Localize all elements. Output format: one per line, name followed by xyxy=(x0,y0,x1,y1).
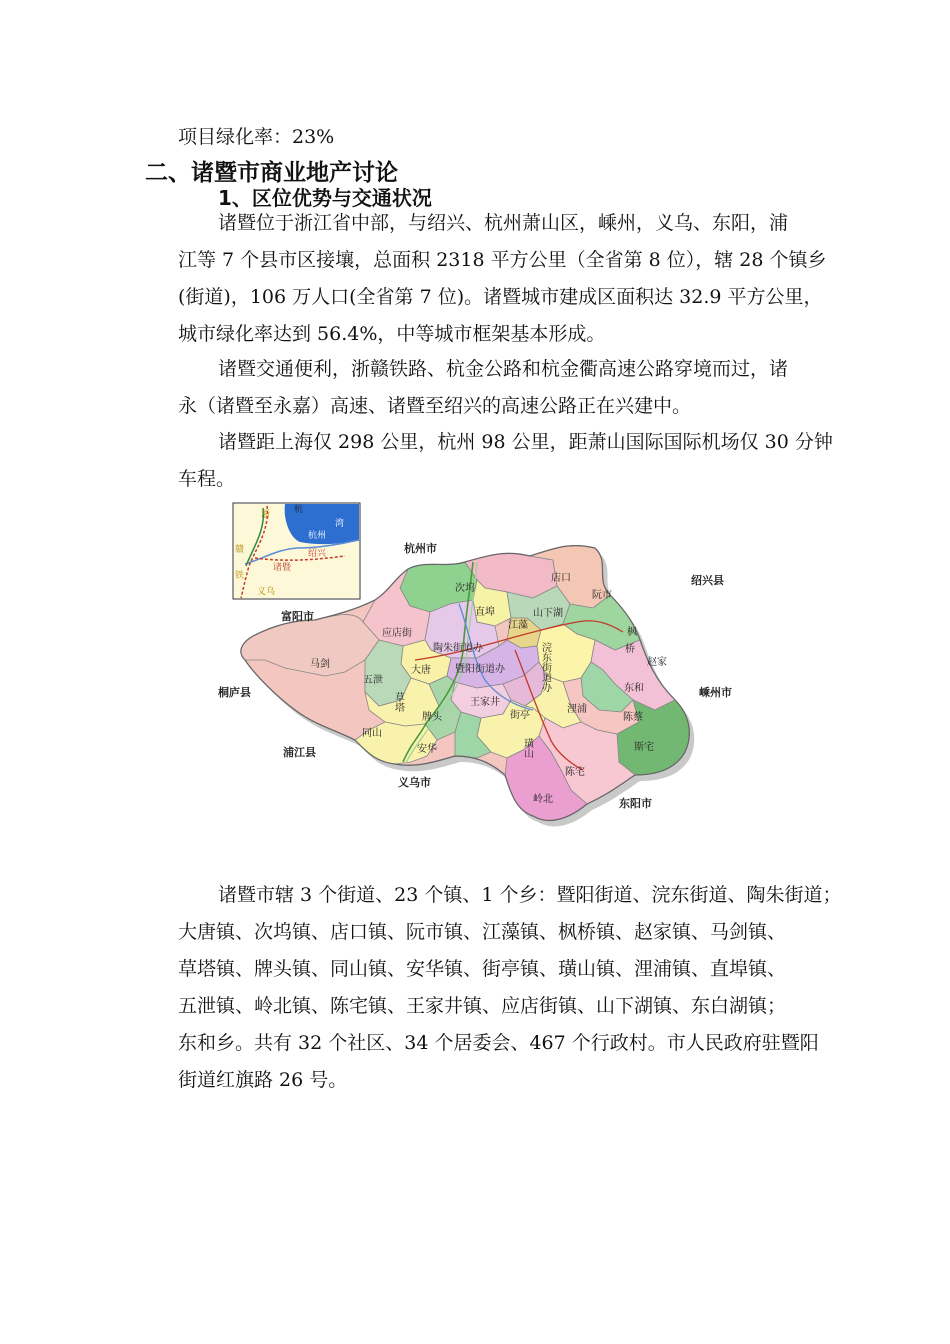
label-donghe: 东和 xyxy=(624,683,644,694)
label-dongyang-city: 东阳市 xyxy=(619,797,652,810)
label-qiao: 桥 xyxy=(625,644,635,655)
inset-label-zhe: 浙 xyxy=(261,510,271,520)
para1-line: (街道)，106 万人口(全省第 7 位)。诸暨城市建成区面积达 32.9 平方公里， xyxy=(178,286,823,308)
inset-label-zhuji: 诸暨 xyxy=(273,563,292,573)
label-jieting: 街亭 xyxy=(510,710,530,721)
label-lipu: 浬浦 xyxy=(567,704,587,715)
location-inset-map xyxy=(233,503,360,599)
label-tonglu-county: 桐庐县 xyxy=(218,686,251,699)
intro-line: 项目绿化率：23% xyxy=(178,126,335,148)
label-huandong: 浣东街道办 xyxy=(539,642,551,692)
label-ciwu: 次坞 xyxy=(455,583,475,594)
label-diankou: 店口 xyxy=(551,573,571,584)
para4-line: 东和乡。共有 32 个社区、34 个居委会、467 个行政村。市人民政府驻暨阳 xyxy=(178,1032,819,1054)
subsection-heading: 1、区位优势与交通状况 xyxy=(218,186,432,210)
inset-label-wan: 湾 xyxy=(335,519,345,529)
label-anhua: 安华 xyxy=(417,744,437,755)
inset-label-gan: 赣 xyxy=(235,545,245,555)
para4-line: 五泄镇、岭北镇、陈宅镇、王家井镇、应店街镇、山下湖镇、东白湖镇； xyxy=(178,995,787,1017)
para2-line: 永（诸暨至永嘉）高速、诸暨至绍兴的高速公路正在兴建中。 xyxy=(178,395,692,417)
label-wangjiajing: 王家井 xyxy=(470,697,500,708)
para3-line: 车程。 xyxy=(178,468,236,490)
label-pujiang-county: 浦江县 xyxy=(283,746,316,759)
inset-label-hang: 杭 xyxy=(294,505,304,515)
label-datang: 大唐 xyxy=(411,665,431,676)
label-zhibu: 直埠 xyxy=(475,607,495,618)
label-taozhu: 陶朱街道办 xyxy=(433,643,483,654)
inset-label-tie: 铁 xyxy=(235,571,245,581)
label-wuxie: 五泄 xyxy=(363,675,383,686)
label-lingbei: 岭北 xyxy=(533,794,553,805)
label-yiwu-city: 义乌市 xyxy=(398,776,431,789)
inset-label-hangzhou: 杭州 xyxy=(308,531,327,541)
section-heading: 二、诸暨市商业地产讨论 xyxy=(145,160,398,186)
label-jiyang: 暨阳街道办 xyxy=(455,664,505,675)
para1-line: 城市绿化率达到 56.4%，中等城市框架基本形成。 xyxy=(178,323,606,345)
label-zhaojia: 赵家 xyxy=(647,657,667,668)
label-jiangzao: 江藻 xyxy=(508,620,528,631)
label-shaoxing-county: 绍兴县 xyxy=(691,574,724,587)
label-caota: 草塔 xyxy=(392,692,404,712)
para4-line: 诸暨市辖 3 个街道、23 个镇、1 个乡：暨阳街道、浣东街道、陶朱街道； xyxy=(218,884,842,906)
label-chencai: 陈蔡 xyxy=(623,712,643,723)
label-ruanshi: 阮市 xyxy=(592,590,612,601)
inset-label-shaoxing: 绍兴 xyxy=(308,549,327,559)
para1-line: 诸暨位于浙江省中部，与绍兴、杭州萧山区，嵊州，义乌、东阳，浦 xyxy=(218,212,789,234)
inset-label-yiwu: 义乌 xyxy=(257,587,276,597)
label-hangzhou-city: 杭州市 xyxy=(404,542,437,555)
para1-line: 江等 7 个县市区接壤，总面积 2318 平方公里（全省第 8 位），辖 28 个镇乡 xyxy=(178,249,827,271)
para2-line: 诸暨交通便利，浙赣铁路、杭金公路和杭金衢高速公路穿境而过，诸 xyxy=(218,358,789,380)
para4-line: 大唐镇、次坞镇、店口镇、阮市镇、江藻镇、枫桥镇、赵家镇、马剑镇、 xyxy=(178,921,787,943)
zhuji-township-map xyxy=(215,500,732,835)
label-fuyang-city: 富阳市 xyxy=(281,610,314,623)
para3-line: 诸暨距上海仅 298 公里，杭州 98 公里，距萧山国际国际机场仅 30 分钟 xyxy=(218,431,833,453)
label-paitou: 牌头 xyxy=(422,712,442,723)
label-shengzhou-city: 嵊州市 xyxy=(699,686,732,699)
label-majian: 马剑 xyxy=(310,659,330,670)
para4-line: 街道红旗路 26 号。 xyxy=(178,1069,348,1091)
para4-line: 草塔镇、牌头镇、同山镇、安华镇、街亭镇、璜山镇、浬浦镇、直埠镇、 xyxy=(178,958,787,980)
label-huangshan: 璜山 xyxy=(521,738,533,758)
label-tongshan: 同山 xyxy=(362,728,382,739)
label-chenzhai: 陈宅 xyxy=(565,767,585,778)
label-feng: 枫 xyxy=(627,627,637,638)
label-yingdianjie: 应店街 xyxy=(382,628,412,639)
label-shanxiahu: 山下湖 xyxy=(533,608,563,619)
label-sizhai: 斯宅 xyxy=(634,742,654,753)
